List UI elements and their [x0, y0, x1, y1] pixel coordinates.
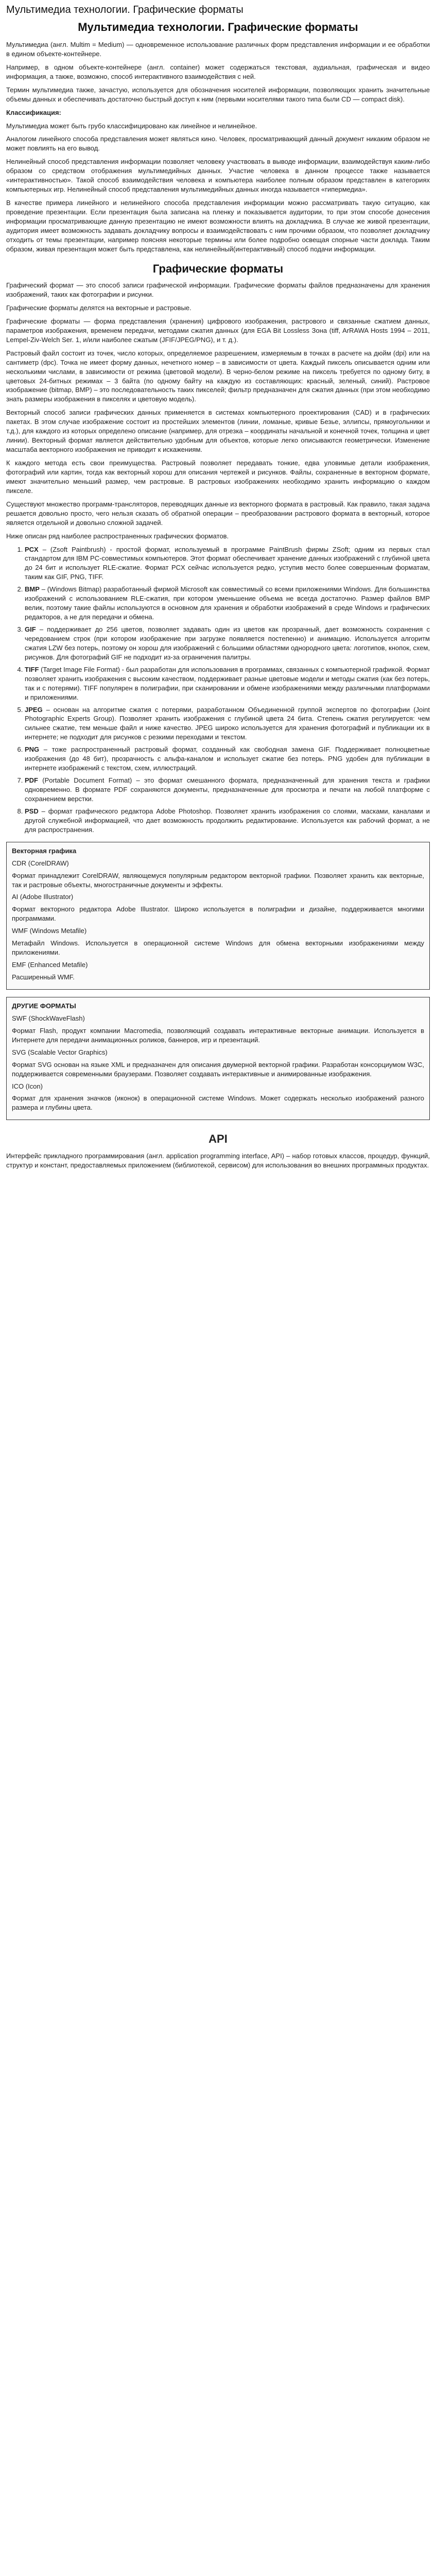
- vector-item: Формат векторного редактора Adobe Illustrator. Широко используется в полиграфии и дизайне, поддерживается многими программами.: [12, 905, 424, 923]
- format-text: – тоже распространенный растровый формат, созданный как свободная замена GIF. Поддерживает полноцветные изображения (до 48 бит), прозрачность с альфа-каналом и использует сжатие без потерь. PNG удобен для публикации в интернете изображений с текстом, схем, иллюстраций.: [25, 745, 430, 772]
- intro-paragraph: Например, в одном объекте-контейнере (англ. container) может содержаться текстовая, аудиальная, графическая и видео информация, а также, возможно, способ интерактивного взаимодействия с ней.: [6, 63, 430, 80]
- intro-paragraph: Аналогом линейного способа представления может являться кино. Человек, просматривающий данный документ никаким образом не может повлиять на его вывод.: [6, 135, 430, 152]
- graphics-paragraph: Растровый файл состоит из точек, число которых, определяемое разрешением, измеряемым в точках в расчете на дюйм (dpi) или на сантиметр (dpc). Точка не имеет форму данных, нечетного номер – в зависимости от цвета. Каждый пиксель описывается одним или несколькими числами, в зависимости от режима (цветовой модели). В черно-белом режиме на пиксель требуется по одному биту, в цветовых 24-битных режимах – 3 байта (по одному байту на каждую из составляющих: красный, зеленый, синий). Растровое изображение (bitmap, BMP) – это последовательность таких пикселей; фильтр предназначен для сжатия данных (при этом необходимо знать размеры изображения в пикселях и цветовую модель).: [6, 349, 430, 403]
- format-name: GIF: [25, 625, 36, 633]
- graphics-paragraph: Ниже описан ряд наиболее распространенных графических форматов.: [6, 532, 229, 540]
- format-item: [25, 625, 430, 662]
- format-name: TIFF: [25, 665, 39, 673]
- graphics-paragraph: Графические форматы — форма представления (хранения) цифрового изображения, растрового и связанные сжатием данных, параметров изображения, временем передачи, методами сжатия данных (для EGA Bit Lossless Зона (tiff, ArRAWA Hosts 1994 – 2011, Lempel-Ziv-Welch Ser. 1, и/или наиболее сжатым (JFIF/JPEG/PNG), и т. д.).: [6, 317, 430, 344]
- format-item: [25, 545, 430, 582]
- graphics-heading: Графические форматы: [152, 262, 284, 275]
- format-text: – (Zsoft Paintbrush) - простой формат, используемый в программе PaintBrush фирмы ZSoft; одним из первых стал стандартом для IBM PC-совместимых компьютеров. Этот формат обеспечивает хранение данных изображений с глубиной цвета до 24 бит и использует RLE-сжатие. Формат PCX сейчас используется редко, уступив место более совершенным форматам, таким как GIF, PNG, TIFF.: [25, 545, 430, 581]
- vector-graphics-box: [6, 842, 430, 990]
- other-box-title: ДРУГИЕ ФОРМАТЫ: [12, 1002, 76, 1010]
- other-item: SWF (ShockWaveFlash): [12, 1014, 85, 1022]
- format-item: [25, 745, 430, 773]
- format-text: – поддерживает до 256 цветов, позволяет задавать один из цветов как прозрачный, дает возможность сохранения с чередованием строк (при котором изображение при загрузке появляется постепенно) и анимацию. Используется алгоритм сжатия LZW без потерь, поэтому он хорош для изображений с большими областями однородного цвета: логотипов, кнопок, схем, рисунков. Для фотографий GIF не подходит из-за ограничения палитры.: [25, 625, 430, 661]
- format-text: – основан на алгоритме сжатия с потерями, разработанном Объединенной группой экспертов по фотографии (Joint Photographic Experts Group). Позволяет хранить изображения с глубиной цвета 24 бита. Степень сжатия регулируется: чем сильнее сжатие, тем меньше файл и ниже качество. JPEG широко используется для хранения фотографий и публикации их в интернете; не подходит для рисунков с резкими переходами и текстом.: [25, 705, 430, 741]
- other-item: Формат Flash, продукт компании Macromedia, позволяющий создавать интерактивные векторные анимации. Используется в Интернете для передачи анимационных роликов, баннеров, игр и презентаций.: [12, 1026, 424, 1044]
- graphics-paragraph: Векторный способ записи графических данных применяется в системах компьютерного проектирования (CAD) и в графических пакетах. В этом случае изображение состоит из простейших элементов (линии, ломаные, кривые Безье, эллипсы, прямоугольники и т.д.), для каждого из которых определено описание (например, для отрезка – координаты начальной и конечной точек, толщина и цвет линии). Векторный формат является действительно удобным для объектов, которые легко описываются геометрически. Изменение масштаба векторного изображения не приводит к искажениям.: [6, 409, 430, 454]
- vector-item: Расширенный WMF.: [12, 973, 75, 981]
- api-heading: API: [208, 1132, 228, 1146]
- format-text: – (Windows Bitmap) разработанный фирмой Microsoft как совместимый со всеми приложениями Windows. Для большинства изображений с использованием RLE-сжатия, при котором уменьшение объема не всегда достаточно. Размер файлов BMP велик, поэтому такие файлы используются в основном для хранения и обработки изображений в среде Windows и графических редакторов, а не для передачи и обмена.: [25, 585, 430, 621]
- intro-section: [6, 40, 430, 254]
- format-item: [25, 705, 430, 742]
- format-name: PCX: [25, 545, 39, 553]
- other-item: SVG (Scalable Vector Graphics): [12, 1048, 108, 1056]
- format-name: PNG: [25, 745, 40, 754]
- graphics-paragraph: Графические форматы делятся на векторные и растровые.: [6, 303, 191, 312]
- vector-item: EMF (Enhanced Metafile): [12, 961, 88, 969]
- vector-box-title: Векторная графика: [12, 846, 77, 855]
- intro-paragraph: Мультимедиа (англ. Multim = Medium) — одновременное использование различных форм представления информации и ее обработки в едином объекте-контейнере.: [6, 40, 430, 58]
- format-name: JPEG: [25, 705, 43, 714]
- intro-paragraph: Нелинейный способ представления информации позволяет человеку участвовать в выводе информации, взаимодействуя каким-либо образом со средством отображения мультимедийных данных. Участие человека в данном процессе также называется «интерактивностью». Такой способ взаимодействия человека и компьютера наиболее полным образом представлен в категориях компьютерных игр. Нелинейный способ представления мультимедийных данных иногда называется «гипермедиа».: [6, 158, 430, 194]
- intro-paragraph: В качестве примера линейного и нелинейного способа представления информации можно рассматривать такую ситуацию, как проведение презентации. Если презентация была записана на пленку и показывается аудитории, то при этом способе донесения информации просматривающие данную презентацию не имеют возможности влиять на докладчика. В случае же живой презентации, аудитория имеет возможность задавать докладчику вопросы и взаимодействовать с ним прочими образом, что позволяет докладчику отходить от темы презентации, например поясняя некоторые термины или более подробно освещая спорные части доклада. Таким образом, живая презентация может быть представлена, как нелинейный(интерактивный) способ подачи информации.: [6, 199, 430, 253]
- format-item: [25, 665, 430, 702]
- main-heading: Мультимедиа технологии. Графические форматы: [78, 20, 358, 33]
- vector-item: Метафайл Windows. Используется в операционной системе Windows для обмена векторными изображениями между приложениями.: [12, 939, 424, 957]
- vector-item: AI (Adobe Illustrator): [12, 893, 74, 901]
- graphics-paragraph: Графический формат — это способ записи графической информации. Графические форматы файлов предназначены для хранения изображений, таких как фотографии и рисунки.: [6, 281, 430, 298]
- classification-label: Классификация:: [6, 108, 61, 116]
- vector-item: WMF (Windows Metafile): [12, 927, 87, 935]
- vector-item: CDR (CorelDRAW): [12, 859, 69, 867]
- graphics-paragraph: К каждого метода есть свои преимущества. Растровый позволяет передавать тонкие, едва уловимые детали изображения, фотографий или картин, тогда как векторный хорош для описания чертежей и рисунков. Файлы, сохраненные в векторном формате, имеют значительно меньший размер, чем растровые. В растровых изображениях необходимо хранить информацию о каждом пикселе.: [6, 459, 430, 495]
- page: [0, 0, 436, 1184]
- format-name: PSD: [25, 807, 39, 815]
- api-paragraph: Интерфейс прикладного программирования (англ. application programming interface, API) – набор готовых классов, процедур, функций, структур и констант, предоставляемых приложением (библиотекой, сервисом) для использования во внешних программных продуктах.: [6, 1151, 430, 1169]
- format-item: [25, 585, 430, 622]
- format-text: – формат графического редактора Adobe Photoshop. Позволяет хранить изображения со слоями, масками, каналами и другой служебной информацией, что дает возможность продолжить редактирование. Используется как рабочий формат, а не для распространения.: [25, 807, 430, 834]
- other-item: Формат SVG основан на языке XML и предназначен для описания двумерной векторной графики. Разработан консорциумом W3C, поддерживается современными браузерами. Позволяет создавать интерактивные и анимированные изображения.: [12, 1060, 424, 1078]
- intro-paragraph: Мультимедиа может быть грубо классифицировано как линейное и нелинейное.: [6, 122, 257, 130]
- other-item: ICO (Icon): [12, 1082, 43, 1090]
- intro-paragraph: Термин мультимедиа также, зачастую, используется для обозначения носителей информации, позволяющих хранить значительные объемы данных и обеспечивать достаточно быстрый доступ к ним (первыми носителями такого типа были CD — compact disk).: [6, 86, 430, 103]
- format-name: PDF: [25, 776, 38, 785]
- format-item: [25, 807, 430, 835]
- other-item: Формат для хранения значков (иконок) в операционной системе Windows. Может содержать несколько изображений разного размера и глубины цвета.: [12, 1094, 424, 1112]
- vector-item: Формат принадлежит CorelDRAW, являющемуся популярным редактором векторной графики. Позволяет хранить как векторные, так и растровые объекты, многостраничные документы и эффекты.: [12, 871, 424, 889]
- page-title: Мультимедиа технологии. Графические форматы: [6, 4, 243, 15]
- format-name: BMP: [25, 585, 40, 594]
- graphics-paragraph: Существуют множество программ-трансляторов, переводящих данные из векторного формата в растровый. Как правило, такая задача решается довольно просто, чего нельзя сказать об обратной операции – преобразовании растрового формата в векторный, которое является отдельной и довольно сложной задачей.: [6, 500, 430, 527]
- format-text: (Target Image File Format) - был разработан для использования в программах, связанных с компьютерной графикой. Формат позволяет хранить изображения с высоким качеством, поддерживает разные цветовые модели и методы сжатия (как без потерь, так и с потерями). TIFF популярен в полиграфии, при сканировании и обмене изображениями между различными платформами и приложениями.: [25, 665, 430, 701]
- format-text: (Portable Document Format) – это формат смешанного формата, предназначенный для хранения текста и графики одновременно. В формате PDF сохраняются документы, предназначенные для просмотра и печати на любой платформе с сохранением верстки.: [25, 776, 430, 803]
- format-item: [25, 776, 430, 804]
- graphics-section: [6, 281, 430, 540]
- other-formats-box: [6, 997, 430, 1120]
- formats-list: [6, 545, 430, 835]
